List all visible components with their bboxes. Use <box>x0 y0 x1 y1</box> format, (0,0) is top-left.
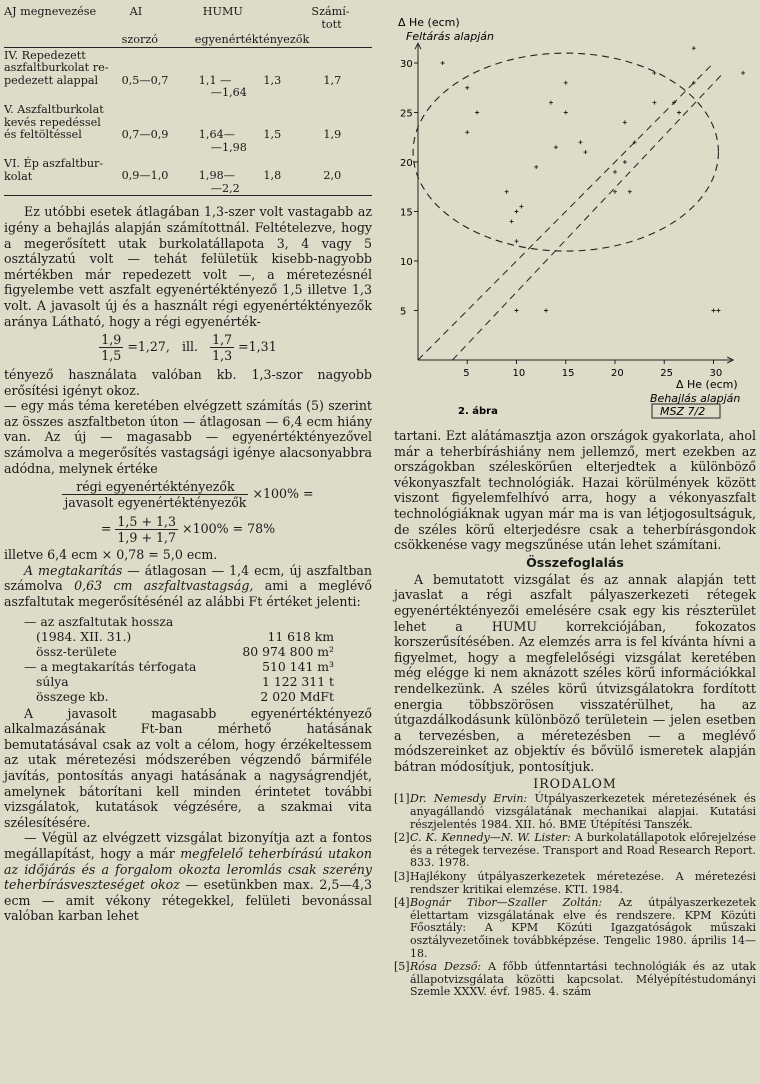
data-point <box>519 205 523 209</box>
paragraph: illetve 6,4 ecm × 0,78 = 5,0 ecm. <box>4 547 218 563</box>
data-point <box>623 160 627 164</box>
y-tick-label: 25 <box>400 108 413 120</box>
paragraph: A bemutatott vizsgálat és az annak alapján tett javaslat a régi aszfalt pályaszerkezeti rétegek egyenértéktényezői emelésére csak egy kis részterület lehet a HUMU korrekciójában, fokozatos korszerűsítésében. Az elemzés arra is fel kívánta hívni a figyelmet, hogy a megfelelőségi vizsgálat keretében még elégge ki nem aknázott széles körű információkkal rendelkezünk. A széles körű útvizsgálatokra fordított energia többszörösen visszatérülhet, ha az útgazdálkodásunk különböző területein — jelen esetben a tervezésben, a méretezésben — a meglévő módszereinket az objektív és bővülő ismeretek alapján bátran módosítjuk, pontosítjuk. <box>394 571 756 774</box>
y-tick-label: 20 <box>400 158 413 169</box>
savings-list <box>24 614 372 704</box>
data-point <box>475 111 479 115</box>
paragraph: tényező használata valóban kb. 1,3-szor nagyobb erősítési igényt okoz. <box>4 367 372 398</box>
list-item: — az aszfaltutak hossza <box>24 613 174 629</box>
data-point <box>515 309 519 313</box>
subheader-multiplier: szorzó <box>121 33 158 47</box>
y-tick-label: 10 <box>400 257 413 268</box>
section-heading-summary: Összefoglalás <box>526 554 624 570</box>
data-point <box>534 165 538 169</box>
data-point <box>441 61 445 65</box>
equation-ratio-values: = $\frac{1,5 + 1,3}{1,9 + 1,7}$ ×100% = 78% <box>100 514 276 546</box>
data-point <box>505 190 509 194</box>
data-point <box>613 170 617 174</box>
x-tick-label: 30 <box>709 368 723 379</box>
data-point <box>554 145 558 149</box>
x-tick-label: 15 <box>561 368 575 379</box>
data-point <box>652 71 656 75</box>
regression-line <box>452 73 723 360</box>
table-header-row <box>4 6 372 31</box>
data-point <box>465 86 469 90</box>
equivalence-table <box>4 6 372 202</box>
list-item: [3] Hajlékony útpályaszerkezetek méretezése. A méretezési rendszer kritikai elemzése. KTI. 1984. <box>394 870 756 896</box>
list-item: súlya 1 122 311 t <box>36 673 334 689</box>
data-point <box>628 190 632 194</box>
data-point <box>564 81 568 85</box>
regression-line <box>418 63 714 360</box>
header-humu: HUMU <box>202 5 243 18</box>
list-item: [2] C. K. Kennedy—N. W. Lister: A burkolatállapotok előrejelzése és a rétegek tervezése. Transport and Road Research Report. 833. 1978. <box>394 831 757 870</box>
list-item: összege kb. 2 020 MdFt <box>36 688 334 704</box>
data-point <box>613 190 617 194</box>
data-point <box>544 309 548 313</box>
y-tick-label: 30 <box>400 59 413 70</box>
list-item: [4] Bognár Tibor—Szaller Zoltán: Az útpályaszerkezetek élettartam vizsgálatának elve és rendszere. KPM Közúti Főosztály: A KPM Közúti Igazgatóságok műszaki osztályvezetőinek továbbképzése. Tengelic 1980. április 14—18. <box>394 896 756 960</box>
paragraph: A javasolt magasabb egyenértéktényező alkalmazásának Ft-ban mérhető hatásának bemutatásával csak az volt a célom, hogy érzékeltessem az utak méretezési módszerében végzendő bármiféle javítás, pontosítás anyagi hatásának a nagyságrendjét, amelynek bátorítani kell minden érintetet további vizsgálatok, kutatások végzésére, a szakmai vita szélesítésére. <box>4 705 372 830</box>
table-row: VI. Ép aszfaltbur- kolat 0,9—1,0 1,98— —2,2 1,8 2,0 <box>4 157 342 195</box>
list-item: (1984. XII. 31.) 11 618 km <box>36 628 334 644</box>
left-column <box>4 0 372 924</box>
data-point <box>564 111 568 115</box>
table-row: V. Aszfaltburkolat kevés repedéssel és feltöltéssel 0,7—0,9 1,64— —1,98 1,5 1,9 <box>4 102 342 154</box>
data-point <box>510 219 514 223</box>
data-point <box>515 210 519 214</box>
data-point <box>579 140 583 144</box>
list-item: [5] Rósa Dezső: A főbb útfenntartási technológiák és az utak állapotvizsgálata közötti kapcsolat. Mélyépítéstudományi Szemle XXXV. évf. 1985. 4. szám <box>394 960 757 999</box>
equation-ratio: $\frac{1,9}{1,5}$ =1,27, ill. $\frac{1,7}{1,3}$ =1,31 <box>101 332 277 364</box>
subheader-equivalents: egyenértéktényezők <box>194 33 310 47</box>
paragraph: — egy más téma keretében elvégzett számítás (5) szerint az összes aszfaltbeton úton — átlagosan — 6,4 ecm hiány van. Az új — magasabb — egyenértéktényezővel számolva a megerősítés vastagsági igénye alacsonyabbra adódna, melynek értéke <box>4 398 372 476</box>
y-axis-subtitle: Feltárás alapján <box>406 30 494 43</box>
data-point <box>549 101 553 105</box>
data-point <box>515 239 519 243</box>
data-point <box>677 111 681 115</box>
data-point <box>712 309 716 313</box>
table-row: IV. Repedezett aszfaltburkolat re- pedezett alappal 0,5—0,7 1,1 — —1,64 1,3 1,7 <box>4 48 342 100</box>
list-item: — a megtakarítás térfogata 510 141 m³ <box>24 658 334 674</box>
paragraph-conclusion: — Végül az elvégzett vizsgálat bizonyítja azt a fontos megállapítást, hogy a már megfelelő teherbírású utakon az időjárás és a forgalom okozta leromlás csak szerény teherbírásveszteséget okoz — esetünkben max. 2,5—4,3 ecm — amit vékony rétegekkel, felületi bevonással valóban karban lehet <box>4 830 372 924</box>
data-point <box>692 46 696 50</box>
y-tick-label: 15 <box>400 207 413 219</box>
header-name: AJ megnevezése <box>4 5 97 18</box>
figure-caption: 2. ábra <box>458 406 498 417</box>
standard-code: MSZ 7/2 <box>660 405 706 418</box>
y-axis-title: Δ He (ecm) <box>398 16 460 29</box>
x-tick-label: 10 <box>512 368 526 379</box>
right-column <box>394 0 756 1000</box>
paragraph: Ez utóbbi esetek átlagában 1,3-szer volt vastagabb az igény a behajlás alapján számítottnál. Feltételezve, hogy a megerősített utak burkolatállapota 3, 4 vagy 5 osztályzatú volt — tehát felületük kisebb-nagyobb mértékben már repedezett volt —, a méretezésnél figyelembe vett aszfalt egyenértéktényező 1,5 illetve 1,3 volt. A javasolt új és a használt régi egyenértéktényezők aránya Látható, hogy a régi egyenérték- <box>4 204 372 329</box>
x-tick-label: 25 <box>660 368 673 379</box>
reference-list <box>394 793 756 999</box>
section-heading-references: IRODALOM <box>533 776 617 792</box>
data-point <box>623 120 627 124</box>
scatter-chart <box>394 0 756 422</box>
list-item: össz-területe 80 974 800 m² <box>36 643 334 659</box>
header-ai: AI <box>129 5 143 18</box>
data-point <box>652 101 656 105</box>
data-point <box>583 150 587 154</box>
y-tick-label: 5 <box>400 306 407 318</box>
header-calc: Számí- tott <box>311 5 350 31</box>
data-point <box>465 130 469 134</box>
paragraph-savings: A megtakarítás — átlagosan — 1,4 ecm, új aszfaltban számolva 0,63 cm aszfaltvastagság, ami a meglévő aszfaltutak megerősítésénél az alábbi Ft értéket jelenti: <box>4 562 372 610</box>
x-tick-label: 20 <box>611 368 624 379</box>
x-axis-subtitle: Behajlás alapján <box>650 392 741 405</box>
plot-area <box>400 43 745 379</box>
table-subheader-row <box>4 31 372 47</box>
data-point <box>741 71 745 75</box>
x-tick-label: 5 <box>463 368 470 379</box>
figure-2 <box>394 0 756 422</box>
equation-ratio-words: $\frac{\text{régi egyenértéktényezők}}{\text{javasolt egyenértéktényezők}}$ ×100% = <box>64 479 314 511</box>
x-axis-title: Δ He (ecm) <box>676 378 738 391</box>
paragraph: tartani. Ezt alátámasztja azon országok gyakorlata, ahol már a teherbíráshiány nem jellemző, mert ezekben az országokban széleskörűen elterjedtek a különböző vékonyaszfalt technológiák. Hazai körülmények között viszont figyelemfelhívó arra, hogy a vékonyaszfalt technológiáknak ugyan már ma is van létjogosultságuk, de széles körű elterjedésre csak a teherbírásgondok csökkenése vagy megszűnése után lehet számítani. <box>394 428 756 553</box>
list-item: [1] Dr. Nemesdy Ervin: Útpályaszerkezetek méretezésének és anyagállandó vizsgálatának mechanikai alapjai. Kutatási részjelentés 1984. XII. hó. BME Útépítési Tanszék. <box>394 792 756 831</box>
data-point <box>716 309 720 313</box>
